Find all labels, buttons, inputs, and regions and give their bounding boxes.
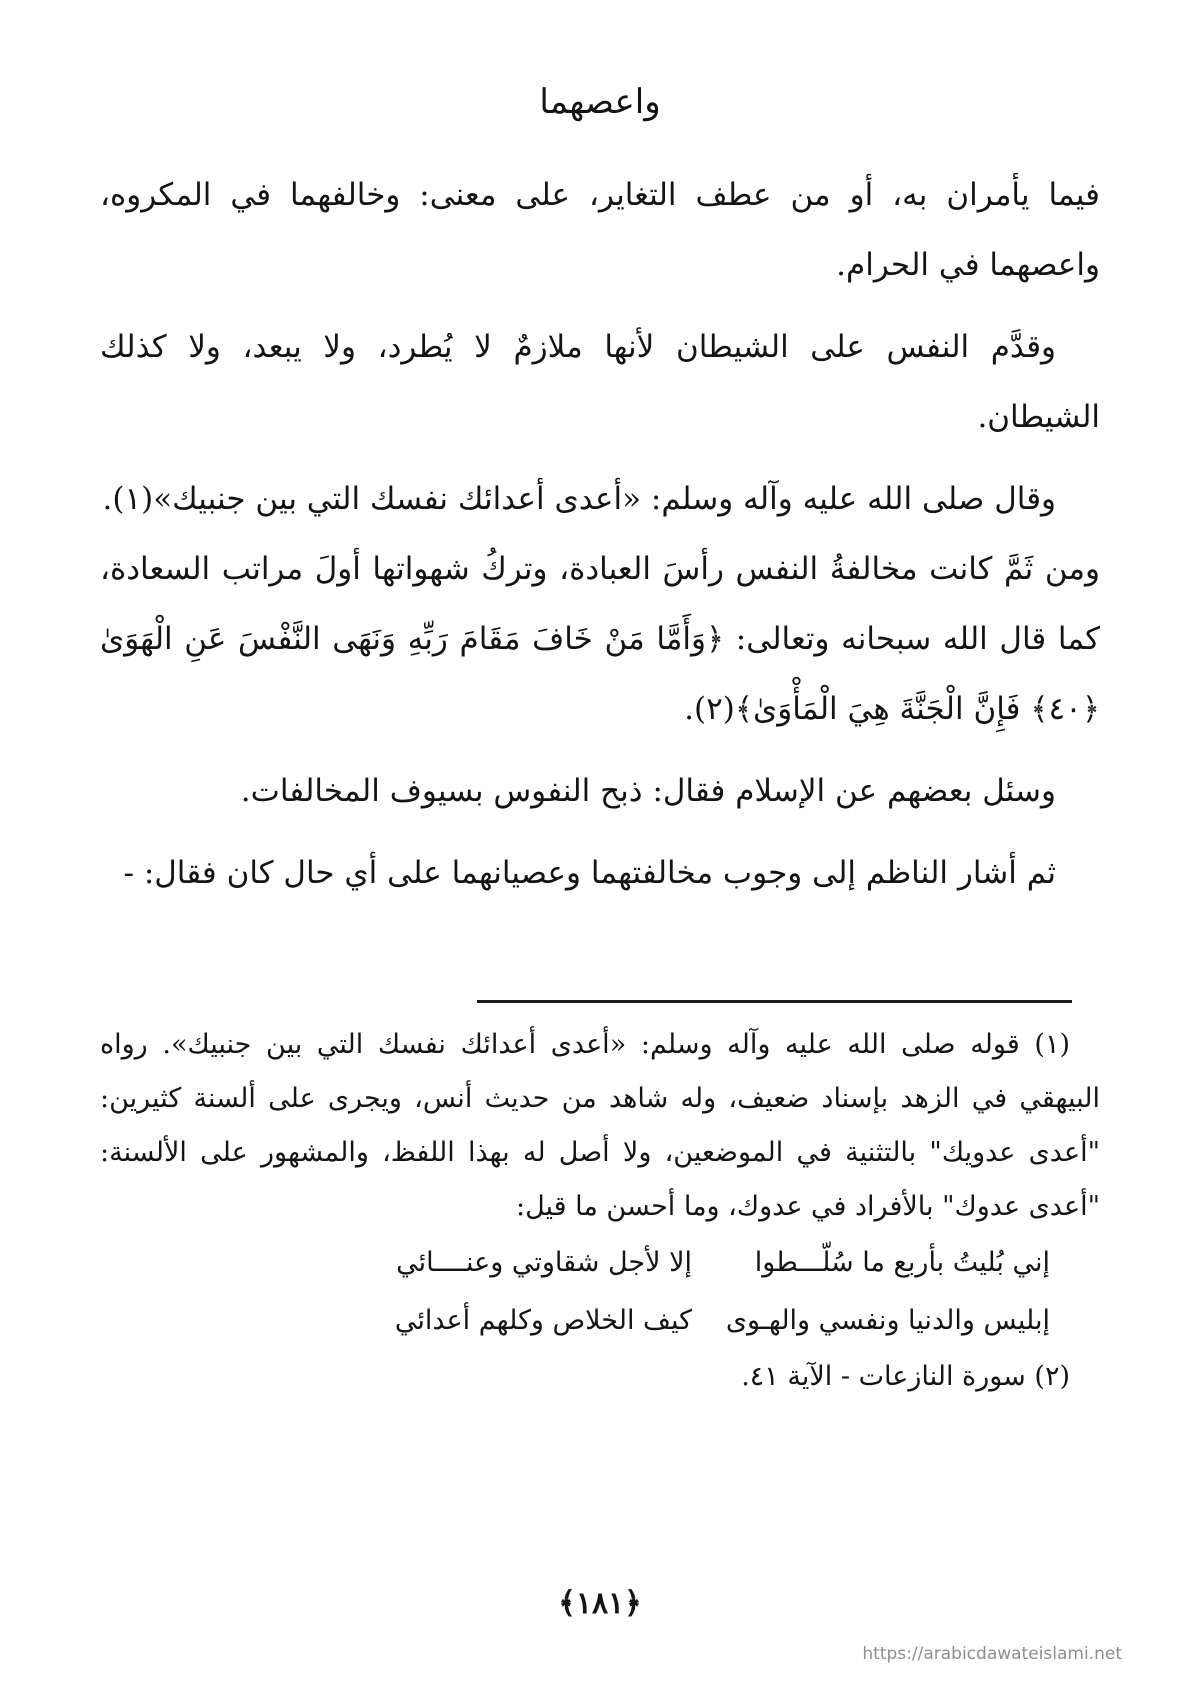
poem [100, 1234, 1100, 1350]
footnote-2: (٢) سورة النازعات - الآية ٤١. [741, 1361, 1070, 1392]
footnote-separator [477, 1000, 1072, 1003]
page-number: ﴿١٨١﴾ [558, 1586, 642, 1621]
poem-hemistich-first: إبليس والدنيا ونفسي والهـوى [725, 1305, 1050, 1336]
paragraph-2: وقدَّم النفس على الشيطان لأنها ملازمٌ لا يُطرد، ولا يبعد، ولا كذلك الشيطان. [100, 329, 1100, 435]
poem-hemistich-first: إني بُليتُ بأربع ما سُلّـــطوا [754, 1247, 1050, 1278]
paragraph-3: وقال صلى الله عليه وآله وسلم: «أعدى أعدائك نفسك التي بين جنبيك»(١). [102, 481, 1056, 517]
watermark-url: https://arabicdawateislami.net [862, 1644, 1122, 1664]
paragraph-1: فيما يأمران به، أو من عطف التغاير، على معنى: وخالفهما في المكروه، واعصهما في الحرام. [100, 177, 1100, 283]
footnotes [100, 1018, 1100, 1404]
paragraph-4: ومن ثَمَّ كانت مخالفةُ النفس رأسَ العبادة، وتركُ شهواتها أولَ مراتب السعادة، كما قال الله سبحانه وتعالى: ﴿وَأَمَّا مَنْ خَافَ مَقَامَ رَبِّهِ وَنَهَى النَّفْسَ عَنِ الْهَوَىٰ ﴿٤٠﴾ فَإِنَّ الْجَنَّةَ هِيَ الْمَأْوَىٰ﴾(٢). [100, 551, 1100, 727]
running-header: واعصهما [539, 82, 661, 122]
poem-hemistich-second: كيف الخلاص وكلهم أعدائي [394, 1305, 692, 1336]
main-text [100, 160, 1100, 920]
poem-verse [100, 1234, 1100, 1292]
paragraph-5: وسئل بعضهم عن الإسلام فقال: ذبح النفوس بسيوف المخالفات. [240, 773, 1056, 809]
footnote-1: (١) قوله صلى الله عليه وآله وسلم: «أعدى أعدائك نفسك التي بين جنبيك». رواه البيهقي في الزهد بإسناد ضعيف، وله شاهد من حديث أنس، ويجرى على ألسنة كثيرين: "أعدى عدويك" بالتثنية في الموضعين، ولا أصل له بهذا اللفظ، والمشهور على الألسنة: "أعدى عدوك" بالأفراد في عدوك، وما أحسن ما قيل: [100, 1029, 1100, 1222]
poem-hemistich-second: إلا لأجل شقاوتي وعنــــائي [396, 1247, 692, 1278]
poem-verse [100, 1292, 1100, 1350]
paragraph-6: ثم أشار الناظم إلى وجوب مخالفتهما وعصيانهما على أي حال كان فقال: - [123, 855, 1056, 891]
